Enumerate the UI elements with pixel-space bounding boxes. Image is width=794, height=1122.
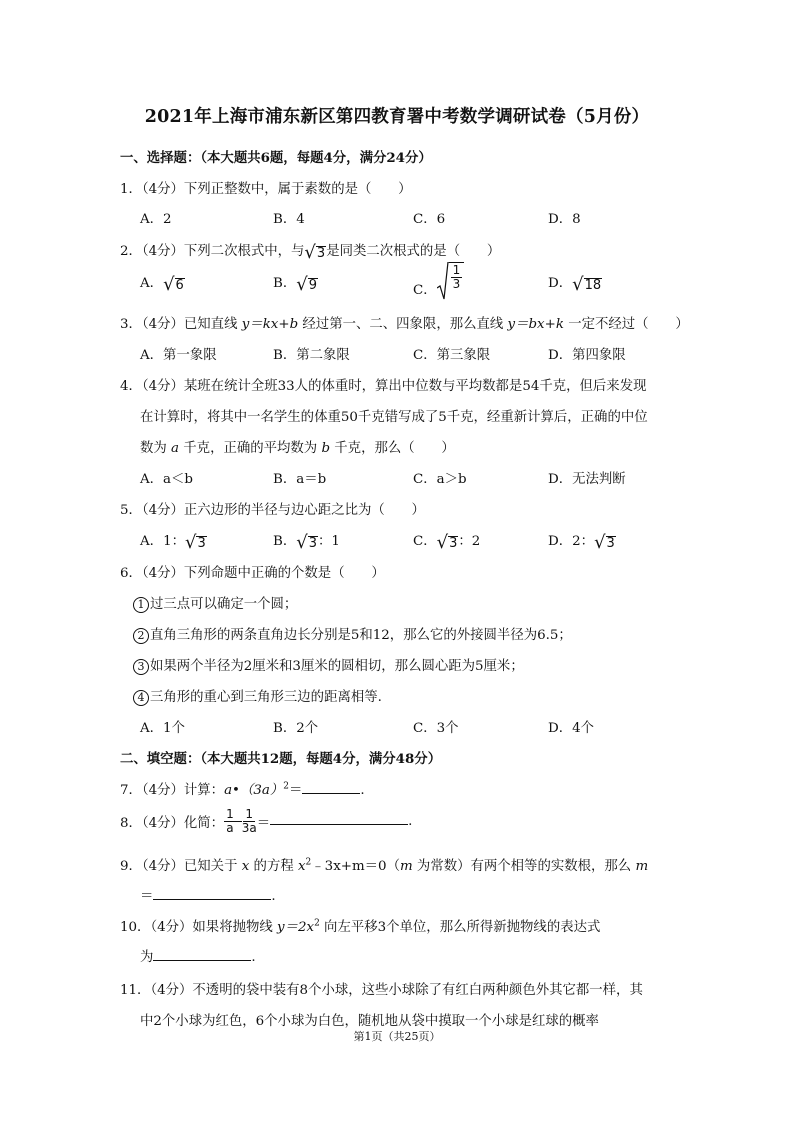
question-6-stem: 6．（4分）下列命题中正确的个数是（ ）: [120, 566, 385, 581]
q4-option-c: C．a＞b: [413, 472, 467, 487]
question-4-line-1: 4．（4分）某班在统计全班33人的体重时，算出中位数与平均数都是54千克，但后来发现: [120, 379, 647, 394]
q6-statement-4: 4 三角形的重心到三角形三边的距离相等.: [133, 686, 382, 706]
exam-title: 2021年上海市浦东新区第四教育署中考数学调研试卷（5月份）: [144, 107, 650, 127]
q6-statement-2: 2 直角三角形的两条直角边长分别是5和12，那么它的外接圆半径为6.5；: [133, 624, 572, 644]
q1-option-c: C．6: [413, 212, 446, 227]
answer-blank[interactable]: [153, 887, 271, 900]
q6-statement-1: 1 过三点可以确定一个圆；: [133, 593, 297, 613]
answer-blank[interactable]: [302, 781, 360, 794]
sqrt-symbol: √ 3: [304, 242, 326, 263]
q6-option-c: C．3个: [413, 721, 459, 736]
q5-option-a: A．1： √ 3: [140, 532, 206, 553]
fraction-1-over-a: $\frac{1}{a}$: [226, 807, 234, 836]
q3-option-d: D．第四象限: [548, 348, 626, 363]
question-1-stem: 1．（4分）下列正整数中，属于素数的是（ ）: [120, 182, 412, 197]
question-7: 7．（4分）计算：$a•(3a)^2=$ .: [120, 781, 365, 798]
q1-option-a: A．2: [140, 212, 172, 227]
q2-radicand: 3: [316, 246, 326, 262]
q2-option-d: D． √ 18: [548, 274, 602, 295]
question-10-line-2: 为 .: [140, 950, 256, 965]
q2-option-c: C． $\frac{1}{3}$: [413, 262, 464, 300]
q3-option-a: A．第一象限: [140, 348, 217, 363]
q6-option-a: A．1个: [140, 721, 185, 736]
question-9-line-2: ＝ .: [140, 889, 276, 904]
q4-option-b: B．a＝b: [273, 472, 327, 487]
question-2-stem: [120, 240, 500, 262]
question-4-line-2: 在计算时，将其中一名学生的体重50千克错写成了5千克，经重新计算后，正确的中位: [140, 410, 648, 425]
q4-option-d: D．无法判断: [548, 472, 626, 487]
q3-option-c: C．第三象限: [413, 348, 491, 363]
question-11-line-2: 中2个小球为红色，6个小球为白色，随机地从袋中摸取一个小球是红球的概率: [140, 1014, 599, 1029]
page-footer: 第1页（共25页）: [353, 1030, 441, 1043]
fraction-1-over-3a: $\frac{1}{3a}$: [241, 807, 257, 836]
section-heading-choice: 一、选择题：（本大题共6题，每题4分，满分24分）: [120, 150, 432, 166]
q5-option-b: B． √ 3 ：1: [273, 532, 340, 553]
question-10-line-1: 10．（4分）如果将抛物线 $y=2x^2$ 向左平移3个单位，那么所得新抛物线的表达式: [120, 918, 601, 935]
q2-stem-suffix: 是同类二次根式的是（ ）: [326, 244, 501, 259]
q2-stem-prefix: 2．（4分）下列二次根式中，与: [120, 244, 305, 259]
q1-option-b: B．4: [273, 212, 305, 227]
question-11-line-1: 11．（4分）不透明的袋中装有8个小球，这些小球除了有红白两种颜色外其它都一样，其: [120, 983, 643, 998]
question-5-stem: 5．（4分）正六边形的半径与边心距之比为（ ）: [120, 503, 425, 518]
q2-option-a: A． √ 6: [140, 274, 184, 295]
question-8: 8．（4分）化简： $\frac{1}{a}$ $\frac{1}{3a}$ ＝ .: [120, 807, 413, 836]
q6-option-d: D．4个: [548, 721, 595, 736]
question-3-stem: 3．（4分）已知直线 y＝kx+b 经过第一、二、四象限，那么直线 y＝bx+k 一定不经过（ ）: [120, 317, 689, 332]
question-4-line-3: 数为 a 千克，正确的平均数为 b 千克，那么（ ）: [140, 441, 455, 456]
q5-option-c: C． √ 3 ：2: [413, 532, 481, 553]
answer-blank[interactable]: [153, 948, 251, 961]
q6-statement-3: 3 如果两个半径为2厘米和3厘米的圆相切，那么圆心距为5厘米；: [133, 655, 524, 675]
q1-option-d: D．8: [548, 212, 581, 227]
section-heading-fill-in: 二、填空题：（本大题共12题，每题4分，满分48分）: [120, 751, 442, 767]
q4-option-a: A．a＜b: [140, 472, 194, 487]
q6-option-b: B．2个: [273, 721, 319, 736]
q2-option-b: B． √ 9: [273, 274, 317, 295]
q5-option-d: D．2： √ 3: [548, 532, 615, 553]
question-9-line-1: 9．（4分）已知关于 x 的方程 $x^2﹣3x+m=0(m$ 为常数）有两个相等的实数根，那么 m: [120, 857, 649, 874]
answer-blank[interactable]: [270, 812, 408, 825]
q3-option-b: B．第二象限: [273, 348, 350, 363]
sqrt-fraction: $\frac{1}{3}$: [437, 262, 465, 300]
